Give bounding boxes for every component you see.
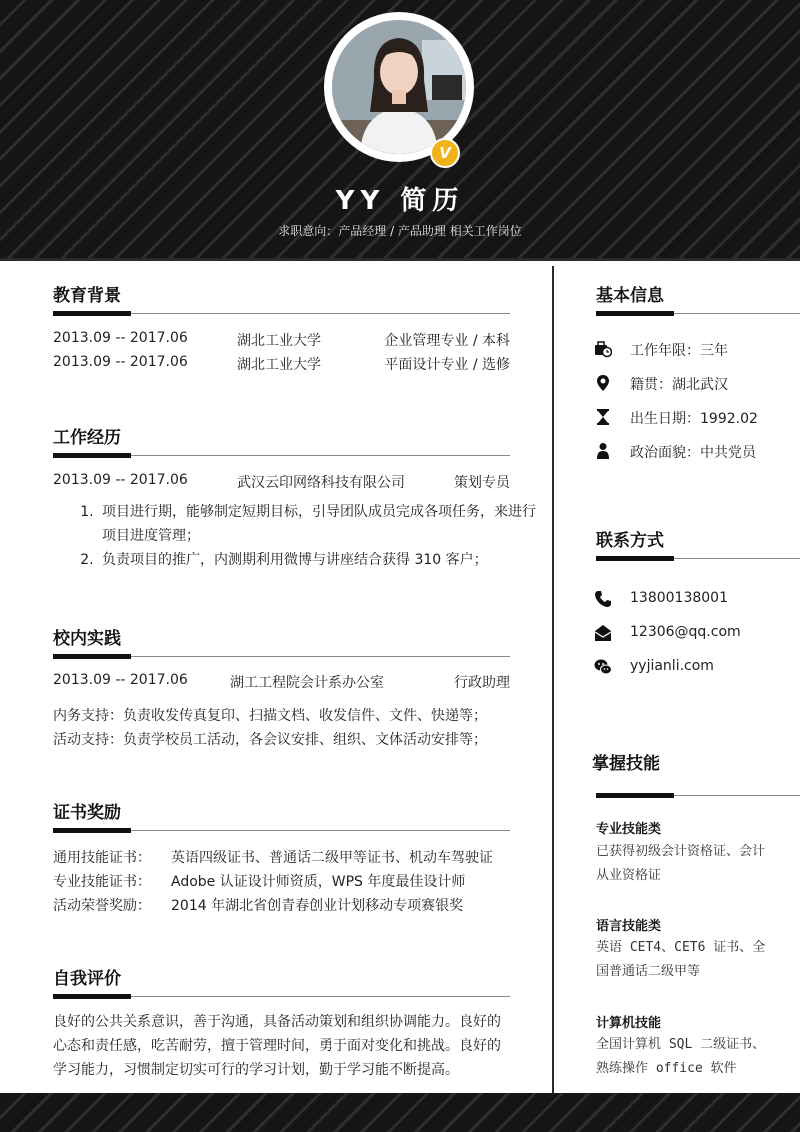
campus-line: 内务支持：负责收发传真复印、扫描文档、收发信件、文件、快递等； [53,708,487,724]
education-period: 2013.09 -- 2017.06 [53,330,188,346]
email-address: 12306@qq.com [630,624,741,640]
basic-title: 基本信息 [596,286,664,306]
list-item: 2. 负责项目的推广，内测期利用微博与讲座结合获得 310 客户； [98,548,536,572]
birth-date: 出生日期：1992.02 [630,411,758,427]
work-title: 工作经历 [53,428,121,448]
skills-title: 掌握技能 [592,754,660,774]
work-period: 2013.09 -- 2017.06 [53,472,188,488]
education-period: 2013.09 -- 2017.06 [53,354,188,370]
cert-label: 活动荣誉奖励： [53,898,151,914]
hourglass-icon [594,408,612,426]
work-years: 工作年限：三年 [630,343,728,359]
email-icon [594,624,612,642]
skill-group-title: 语言技能类 [596,919,662,934]
section-accent [53,654,131,659]
skill-group-title: 计算机技能 [596,1016,662,1031]
portrait-photo [332,20,466,154]
hometown: 籍贯：湖北武汉 [630,377,728,393]
campus-role: 行政助理 [454,675,510,691]
self-title: 自我评价 [53,969,121,989]
section-accent [53,311,131,316]
section-accent [596,311,674,316]
work-duties [76,500,536,572]
education-major: 企业管理专业 / 本科 [384,333,510,349]
cert-label: 通用技能证书： [53,850,151,866]
job-objective: 求职意向：产品经理 / 产品助理 相关工作岗位 [278,224,522,238]
section-accent [596,793,674,798]
cert-value: 英语四级证书、普通话二级甲等证书、机动车驾驶证 [171,850,493,866]
phone-icon [594,590,612,608]
location-pin-icon [594,374,612,392]
briefcase-clock-icon [594,340,612,358]
wechat-icon [594,658,612,676]
self-evaluation: 良好的公共关系意识，善于沟通，具备活动策划和组织协调能力。良好的心态和责任感，吃苦耐劳，擅于管理时间，勇于面对变化和挑战。良好的学习能力，习惯制定切实可行的学习计划，勤于学习能不断提高。 [53,1014,501,1078]
education-major: 平面设计专业 / 选修 [384,357,510,373]
campus-org: 湖工工程院会计系办公室 [230,675,384,691]
phone-number: 13800138001 [630,590,728,606]
avatar [332,20,466,154]
education-school: 湖北工业大学 [237,333,321,349]
section-accent [53,994,131,999]
contact-title: 联系方式 [596,531,664,551]
skill-group-body: 已获得初级会计资格证、会计从业资格证 [596,844,766,883]
section-accent [53,453,131,458]
section-accent [596,556,674,561]
political-status: 政治面貌：中共党员 [630,445,756,461]
resume-title: YY 简历 [335,186,465,216]
work-company: 武汉云印网络科技有限公司 [237,475,405,491]
list-item: 1. 项目进行期，能够制定短期目标，引导团队成员完成各项任务，来进行项目进度管理； [98,500,536,548]
header-divider [0,258,800,261]
skill-group-body: 全国计算机 SQL 二级证书、熟练操作 office 软件 [596,1037,766,1076]
skill-group-title: 专业技能类 [596,822,662,837]
campus-period: 2013.09 -- 2017.06 [53,672,188,688]
campus-line: 活动支持：负责学校员工活动，各会议安排、组织、文体活动安排等； [53,732,487,748]
section-accent [53,828,131,833]
wechat-id: yyjianli.com [630,658,714,674]
footer-banner [0,1093,800,1132]
cert-label: 专业技能证书： [53,874,151,890]
person-icon [594,442,612,460]
certs-title: 证书奖励 [53,803,121,823]
cert-value: Adobe 认证设计师资质，WPS 年度最佳设计师 [171,874,466,890]
skill-group-body: 英语 CET4、CET6 证书、全国普通话二级甲等 [596,940,766,979]
verified-badge-icon: V [430,138,460,168]
column-divider [552,266,554,1094]
education-title: 教育背景 [53,286,121,306]
cert-value: 2014 年湖北省创青春创业计划移动专项赛银奖 [171,898,464,914]
education-school: 湖北工业大学 [237,357,321,373]
campus-title: 校内实践 [53,629,121,649]
work-role: 策划专员 [454,475,510,491]
